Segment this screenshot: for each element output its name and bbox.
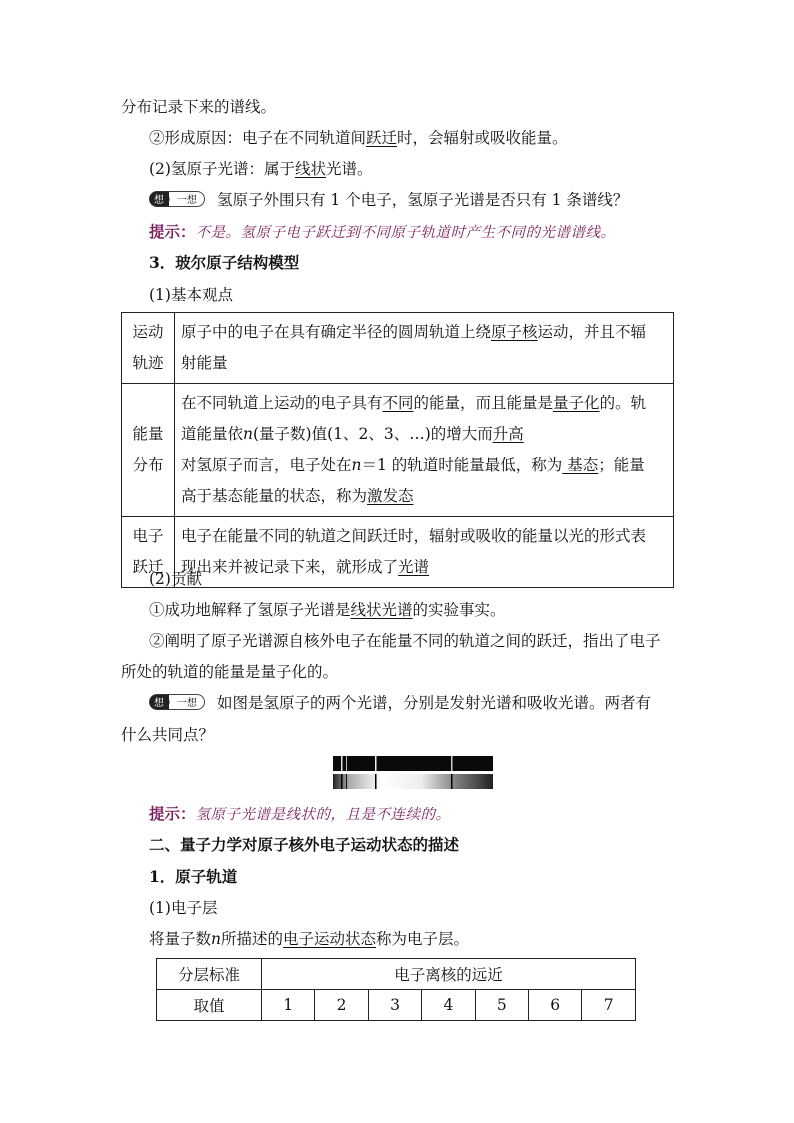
contribution-2-line-2: 所处的轨道的能量是量子化的。 — [121, 663, 339, 681]
think-question-2-cont: 什么共同点？ — [121, 726, 215, 744]
atomic-orbital-title: 1．原子轨道 — [149, 867, 238, 886]
hydrogen-underline: 线状 — [294, 160, 326, 178]
paragraph-continuation: 分布记录下来的谱线。 — [121, 98, 277, 116]
hint-2: 提示：氢原子光谱是线状的，且是不连续的。 — [149, 804, 451, 823]
absorption-spectrum — [333, 774, 493, 789]
table-row — [122, 384, 674, 517]
electron-layer-heading: (1)电子层 — [149, 899, 218, 917]
think-badge-icon — [149, 694, 205, 710]
value-cell: 2 — [315, 990, 368, 1021]
row-head-transition: 电子 跃迁 — [122, 517, 175, 588]
table-row — [122, 313, 674, 384]
table-row — [122, 517, 674, 588]
section-3-title: 3．玻尔原子结构模型 — [149, 253, 300, 272]
formation-underline: 跃迁 — [366, 129, 398, 147]
table-row — [157, 959, 636, 990]
row-body-transition: 电子在能量不同的轨道之间跃迁时，辐射或吸收的能量以光的形式表 现出来并被记录下来，就形成了光谱 — [175, 517, 674, 588]
table-row — [157, 990, 636, 1021]
svg-text:一想: 一想 — [177, 698, 197, 709]
value-cell: 1 — [262, 990, 315, 1021]
electron-layer-table — [156, 958, 636, 1021]
hydrogen-prefix: (2)氢原子光谱：属于 — [149, 160, 295, 178]
think-question-2: 想 一想 如图是氢原子的两个光谱，分别是发射光谱和吸收光谱。两者有 — [149, 693, 651, 713]
think-question-text: 氢原子外围只有 1 个电子，氢原子光谱是否只有 1 条谱线？ — [217, 191, 629, 209]
row-head-energy: 能量 分布 — [122, 384, 175, 517]
row-body-energy: 在不同轨道上运动的电子具有不同的能量，而且能量是量子化的。轨 道能量依n(量子数)值(1、2、3、…)的增大而升高 对氢原子而言，电子处在n＝1 的轨道时能量最低，称为 基态；能量 高于基态能量的状态，称为激发态 — [175, 384, 674, 517]
header-distance: 电子离核的远近 — [262, 959, 636, 990]
header-criterion: 分层标准 — [157, 959, 262, 990]
hint-label: 提示： — [149, 222, 196, 241]
badge-main: 想 — [154, 195, 164, 206]
section-2-title: 二、量子力学对原子核外电子运动状态的描述 — [149, 835, 460, 854]
value-cell: 6 — [529, 990, 582, 1021]
basic-views-heading: (1)基本观点 — [149, 286, 233, 304]
formation-suffix: 时，会辐射或吸收能量。 — [397, 129, 568, 147]
contribution-heading: (2)贡献 — [149, 570, 202, 588]
contribution-2-line-1: ②阐明了原子光谱源自核外电子在能量不同的轨道之间的跃迁，指出了电子 — [149, 632, 661, 650]
hydrogen-suffix: 光谱。 — [325, 160, 373, 178]
think-badge-icon — [149, 191, 205, 207]
hint-text: 不是。氢原子电子跃迁到不同原子轨道时产生不同的光谱谱线。 — [195, 225, 616, 241]
row-body-trajectory: 原子中的电子在具有确定半径的圆周轨道上绕原子核运动，并且不辐 射能量 — [175, 313, 674, 384]
hydrogen-spectrum — [149, 159, 373, 179]
formation-prefix: ②形成原因：电子在不同轨道间 — [149, 129, 367, 147]
contribution-1: ①成功地解释了氢原子光谱是线状光谱的实验事实。 — [149, 601, 506, 619]
hint-1 — [149, 222, 616, 243]
hydrogen-spectra-figure — [333, 756, 493, 791]
svg-text:想: 想 — [154, 698, 164, 709]
emission-spectrum — [333, 756, 493, 771]
value-cell: 3 — [368, 990, 421, 1021]
value-cell: 4 — [422, 990, 475, 1021]
value-cell: 7 — [582, 990, 636, 1021]
bohr-model-table — [121, 312, 674, 588]
layer-description: 将量子数n所描述的电子运动状态称为电子层。 — [149, 930, 470, 948]
row-head-trajectory: 运动 轨迹 — [122, 313, 175, 384]
think-question-1 — [149, 190, 628, 210]
badge-sub: 一想 — [177, 195, 197, 206]
formation-cause — [149, 128, 568, 148]
value-label: 取值 — [157, 990, 262, 1021]
value-cell: 5 — [475, 990, 528, 1021]
